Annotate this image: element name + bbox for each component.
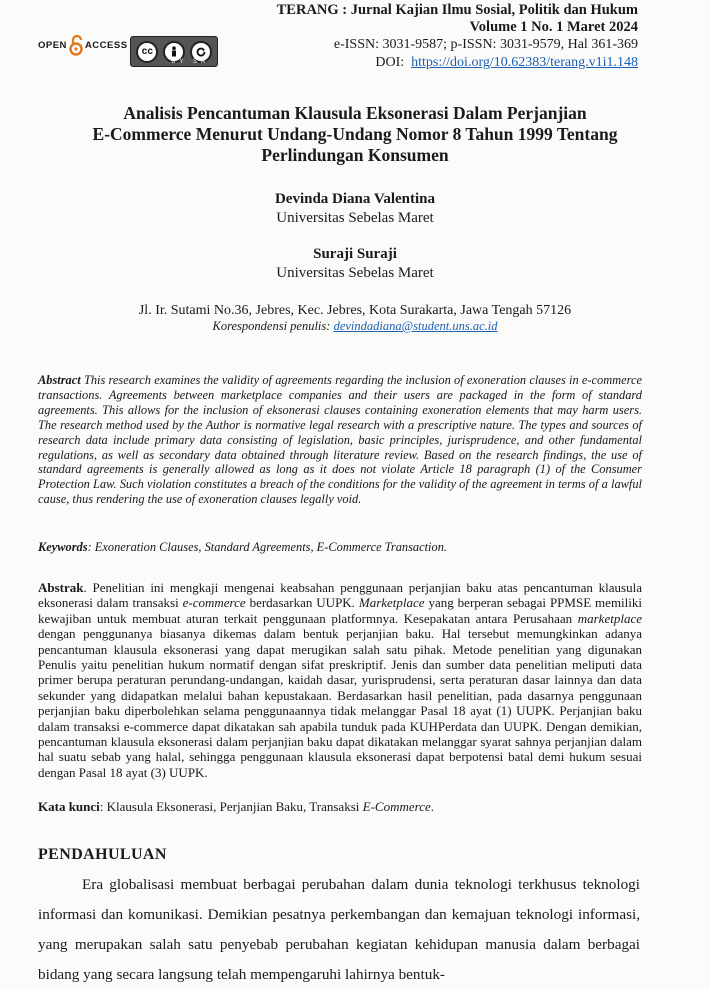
open-access-logo xyxy=(38,34,128,56)
journal-header xyxy=(277,2,638,36)
section-heading: PENDAHULUAN xyxy=(38,846,167,863)
keywords-indonesian: Kata kunci: Klausula Eksonerasi, Perjanjian Baku, Transaksi E-Commerce. xyxy=(38,799,434,814)
issn-line: e-ISSN: 3031-9587; p-ISSN: 3031-9579, Hal 361-369 xyxy=(333,37,638,52)
doi-link[interactable]: https://doi.org/10.62383/terang.v1i1.148 xyxy=(411,55,638,70)
author-name: Devinda Diana Valentina xyxy=(274,191,436,207)
author-block xyxy=(0,190,710,228)
journal-meta xyxy=(334,36,638,72)
open-lock-icon xyxy=(69,34,83,56)
author-block xyxy=(0,245,710,283)
journal-name: TERANG : Jurnal Kajian Ilmu Sosial, Politik dan Hukum xyxy=(276,2,638,18)
abstrak-label: Abstrak xyxy=(38,580,84,595)
doi-line: DOI: https://doi.org/10.62383/terang.v1i1.148 xyxy=(375,55,638,70)
open-access-right-text: ACCESS xyxy=(84,39,128,51)
author-affiliation: Universitas Sebelas Maret xyxy=(276,210,434,226)
author-name: Suraji Suraji xyxy=(313,246,397,262)
author-address: Jl. Ir. Sutami No.36, Jebres, Kec. Jebres, Kota Surakarta, Jawa Tengah 57126 xyxy=(138,303,572,318)
abstract-label: Abstract xyxy=(38,373,81,387)
keywords-english: Keywords: Exoneration Clauses, Standard Agreements, E-Commerce Transaction. xyxy=(38,540,447,554)
cc-by-sa-caption: BY SA xyxy=(171,59,209,65)
abstract-indonesian: Abstrak. Penelitian ini mengkaji mengenai keabsahan penggunaan perjanjian baku atas pencantuman klausula eksonerasi dalam transaksi e-commerce berdasarkan UUPK. Marketplace yang berperan sebagai PPMSE memiliki kewajiban untuk membuat aturan terkait penggunaan platformnya. Kesepakatan antara Perusahaan marketplace dengan penggunanya biasanya dikemas dalam bentuk perjanjian baku. Hal tersebut memungkinkan adanya pencantuman klausula eksonerasi yang dapat merugikan salah satu pihak. Metode penelitian yang digunakan Penulis yaitu penelitian hukum normatif dengan sifat preskriptif. Jenis dan sumber data penelitian meliputi data primer berupa peraturan perundang-undangan, kaidah dasar, yurisprudensi, serta peraturan dasar lainnya dan data sekunder yang didapatkan melalui bahan kepustakaan. Berdasarkan hasil penelitian, pada dasarnya penggunaan perjanjian baku diperbolehkan selama penggunaannya tidak melanggar Pasal 18 ayat (1) UUPK. Perjanjian baku dalam transaksi e-commerce dapat dikatakan sah apabila tunduk pada KUHPerdata dan UUPK. Dengan demikian, pencantuman klausula eksonerasi dalam perjanjian baku dapat dikatakan melanggar syarat sahnya perjanjian dalam hal suatu sebab yang halal, sehingga penggunaan klausula eksonerasi dapat berpotensi batal demi hukum sesuai dengan Pasal 18 ayat (3) UUPK. xyxy=(38,580,643,780)
open-access-left-text: OPEN xyxy=(38,39,67,51)
body-paragraph: Era globalisasi membuat berbagai perubahan dalam dunia teknologi terkhusus teknologi informasi dan komunikasi. Demikian pesatnya perkembangan dan kemajuan teknologi informasi, yang merupakan salah satu penyebab perubahan kegiatan kehidupan manusia dalam berbagai bidang yang secara langsung telah mempengaruhi lahirnya bentuk- xyxy=(38,876,640,983)
paper-title: Analisis Pencantuman Klausula Eksonerasi Dalam Perjanjian E-Commerce Menurut Undang-Undang Nomor 8 Tahun 1999 Tentang Perlindungan Konsumen xyxy=(92,103,618,165)
cc-icon: cc xyxy=(136,41,158,63)
author-affiliation: Universitas Sebelas Maret xyxy=(276,265,434,281)
correspondence-email[interactable]: devindadiana@student.uns.ac.id xyxy=(333,319,498,333)
correspondence: Korespondensi penulis: devindadiana@student.uns.ac.id xyxy=(212,319,498,333)
abstract-english xyxy=(38,373,642,507)
cc-license-badge[interactable] xyxy=(130,36,218,67)
journal-volume: Volume 1 No. 1 Maret 2024 xyxy=(469,19,638,35)
abstract-text: This research examines the validity of agreements regarding the inclusion of exoneration clauses in e-commerce transactions. Agreements between marketplace companies and their users are packaged in the form of standard agreements. This allows for the inclusion of eksonerasi clauses containing exoneration elements that may harm users. The research method used by the Author is normative legal research with a prescriptive nature. The types and sources of research data include primary data consisting of legislation, basic principles, jurisprudence, and other fundamental regulations, as well as secondary data obtained through literature review. Based on the research findings, the use of standard agreements is generally allowed as long as it does not violate Article 18 paragraph (1) of the Consumer Protection Law. Such violation constitutes a breach of the conditions for the validity of the agreement in terms of a lawful cause, thus rendering the use of exoneration clauses legally void. xyxy=(38,373,642,507)
